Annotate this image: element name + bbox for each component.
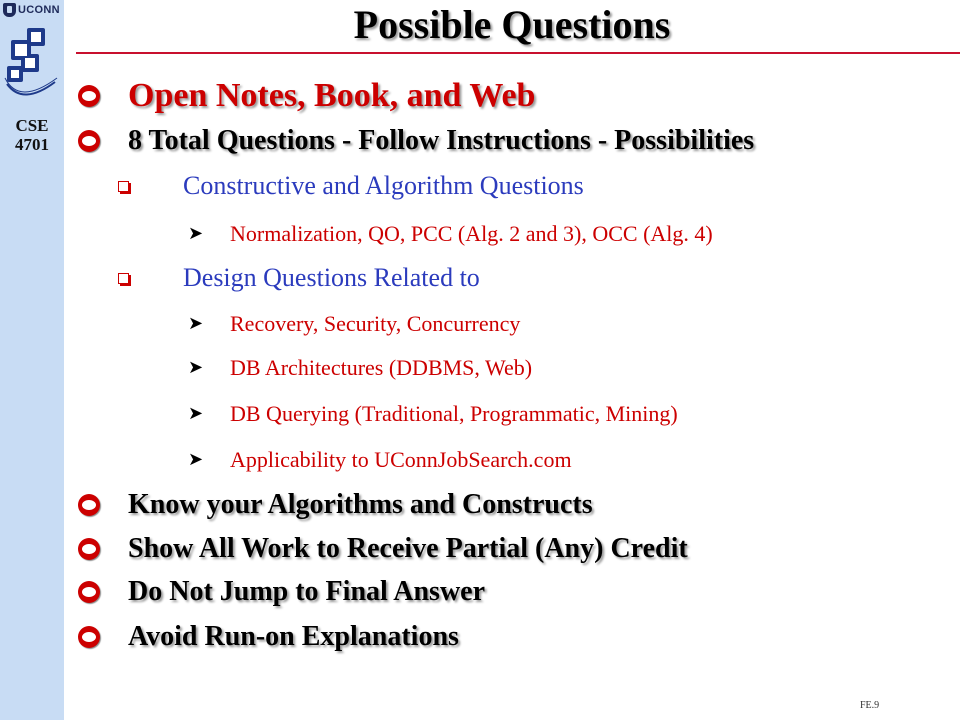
bullet-circle-icon	[78, 494, 100, 516]
detail-normalization	[188, 218, 713, 250]
bullet-circle-icon	[78, 130, 100, 152]
slide-number: FE.9	[860, 700, 880, 711]
detail-recovery	[188, 308, 520, 340]
detail-applicability	[188, 444, 572, 476]
arrow-bullet-icon: ➤	[188, 357, 204, 378]
course-line-2: 4701	[15, 135, 49, 154]
seal-icon	[3, 3, 16, 17]
detail-querying	[188, 398, 678, 430]
detail-text: Applicability to UConnJobSearch.com	[230, 447, 572, 472]
bullet-square-icon	[118, 273, 129, 284]
detail-text: Recovery, Security, Concurrency	[230, 311, 521, 336]
bullet-circle-icon	[78, 85, 100, 107]
bullet-open-notes	[78, 74, 535, 118]
course-line-1: CSE	[15, 116, 49, 135]
bullet-circle-icon	[78, 538, 100, 560]
bullet-text: Know your Algorithms and Constructs	[128, 489, 593, 520]
sub-bullet-text: Constructive and Algorithm Questions	[183, 171, 584, 200]
sub-bullet-design	[118, 260, 480, 296]
detail-text: DB Architectures (DDBMS, Web)	[230, 355, 533, 380]
detail-text: DB Querying (Traditional, Programmatic, Mining)	[230, 401, 678, 426]
bullet-circle-icon	[78, 626, 100, 648]
arrow-bullet-icon: ➤	[188, 313, 204, 334]
detail-text: Normalization, QO, PCC (Alg. 2 and 3), OCC (Alg. 4)	[230, 221, 713, 246]
uconn-logo-text: UCONN	[18, 4, 60, 16]
bullet-text: Do Not Jump to Final Answer	[128, 576, 486, 607]
title-divider	[76, 52, 960, 54]
bullet-circle-icon	[78, 581, 100, 603]
arrow-bullet-icon: ➤	[188, 449, 204, 470]
slide-title: Possible Questions	[353, 2, 671, 47]
sub-bullet-constructive	[118, 168, 584, 204]
bullet-text: Avoid Run-on Explanations	[128, 621, 459, 652]
sidebar	[0, 0, 64, 720]
bullet-text: 8 Total Questions - Follow Instructions - Possibilities	[128, 125, 755, 156]
arrow-bullet-icon: ➤	[188, 403, 204, 424]
sub-bullet-text: Design Questions Related to	[183, 263, 480, 292]
bullet-text: Show All Work to Receive Partial (Any) Credit	[128, 533, 688, 564]
bullet-text: Open Notes, Book, and Web	[128, 77, 536, 114]
uconn-logo	[3, 2, 60, 18]
detail-architectures	[188, 352, 532, 384]
course-code	[0, 116, 64, 154]
bullet-know-algorithms	[78, 486, 593, 524]
arrow-bullet-icon: ➤	[188, 223, 204, 244]
bullet-total-questions	[78, 122, 754, 160]
department-logo-icon	[3, 22, 61, 108]
bullet-show-work	[78, 530, 688, 568]
bullet-avoid-run-on	[78, 618, 459, 656]
bullet-no-jump	[78, 573, 485, 611]
bullet-square-icon	[118, 181, 129, 192]
